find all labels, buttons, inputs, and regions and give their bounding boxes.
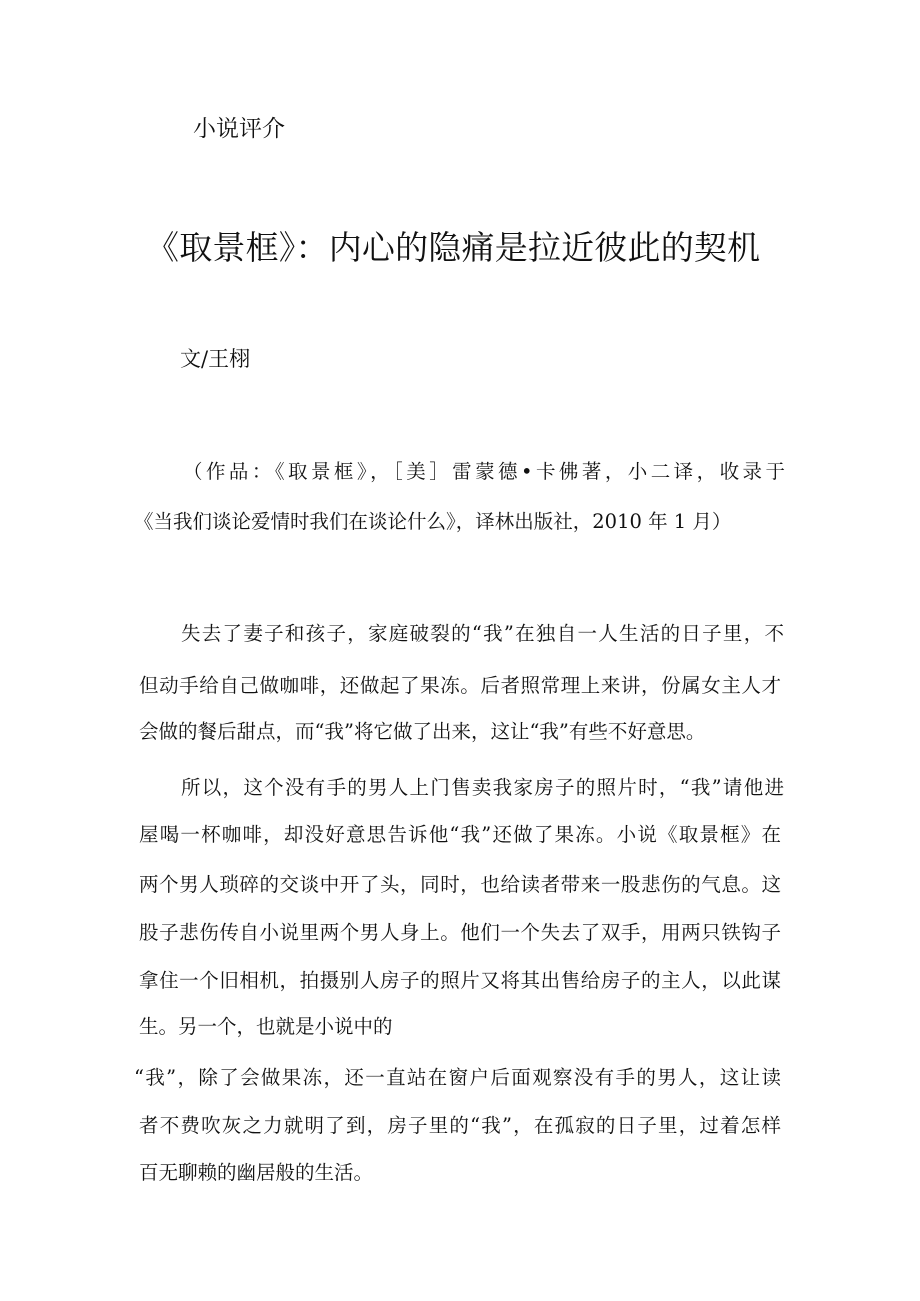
paragraph-line: 两个男人琐碎的交谈中开了头，同时，也给读者带来一股悲伤的气息。这 xyxy=(139,873,781,896)
paragraph-line: 股子悲伤传自小说里两个男人身上。他们一个失去了双手，用两只铁钩子 xyxy=(139,921,781,944)
author-byline: 文/王栩 xyxy=(180,347,251,371)
paragraph-line: 生。另一个，也就是小说中的 xyxy=(139,1015,393,1038)
section-label: 小说评介 xyxy=(193,116,285,142)
paragraph-line: 所以，这个没有手的男人上门售卖我家房子的照片时，“我”请他进 xyxy=(181,776,784,799)
paragraph-line: “我”，除了会做果冻，还一直站在窗户后面观察没有手的男人，这让读 xyxy=(134,1066,781,1089)
source-note-line: （作品：《取景框》，［美］雷蒙德•卡佛著，小二译，收录于 xyxy=(183,460,785,483)
paragraph-line: 会做的餐后甜点，而“我”将它做了出来，这让“我”有些不好意思。 xyxy=(139,720,706,743)
paragraph-line: 者不费吹灰之力就明了到，房子里的“我”，在孤寂的日子里，过着怎样 xyxy=(139,1114,781,1137)
source-note-line: 《当我们谈论爱情时我们在谈论什么》，译林出版社，2010 年 1 月） xyxy=(134,510,732,533)
paragraph-line: 百无聊赖的幽居般的生活。 xyxy=(139,1161,374,1184)
article-title: 《取景框》：内心的隐痛是拉近彼此的契机 xyxy=(146,228,761,267)
paragraph-line: 拿住一个旧相机，拍摄别人房子的照片又将其出售给房子的主人，以此谋 xyxy=(139,969,781,992)
paragraph-line: 失去了妻子和孩子，家庭破裂的“我”在独自一人生活的日子里，不 xyxy=(181,622,784,645)
paragraph-line: 屋喝一杯咖啡，却没好意思告诉他“我”还做了果冻。小说《取景框》在 xyxy=(139,823,781,846)
paragraph-line: 但动手给自己做咖啡，还做起了果冻。后者照常理上来讲，份属女主人才 xyxy=(139,674,781,697)
